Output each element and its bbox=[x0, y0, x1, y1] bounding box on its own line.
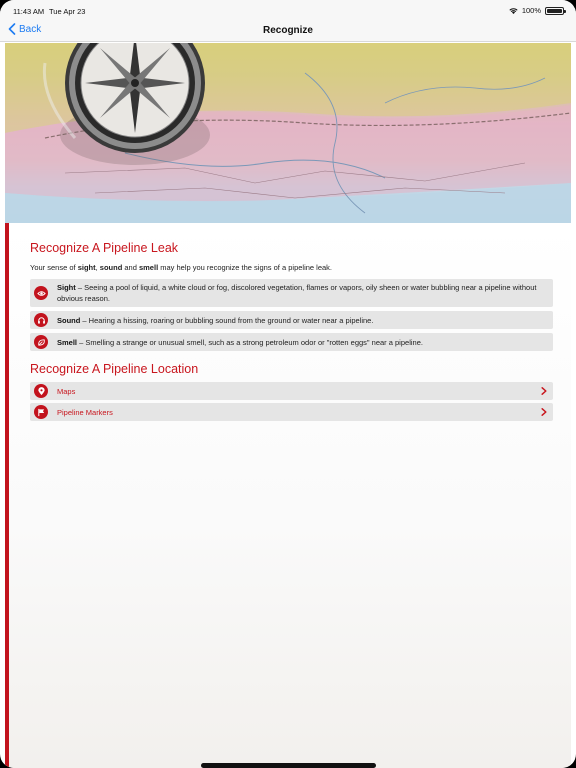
leak-intro-text bbox=[30, 263, 332, 272]
home-indicator[interactable] bbox=[201, 763, 376, 768]
maps-link[interactable] bbox=[30, 382, 553, 400]
eye-icon bbox=[34, 286, 48, 300]
intro-sound: sound bbox=[99, 263, 123, 272]
intro-sep-1: , bbox=[95, 263, 100, 272]
leak-section-title: Recognize A Pipeline Leak bbox=[30, 241, 179, 255]
intro-sight: sight bbox=[77, 263, 96, 272]
accent-strip bbox=[5, 223, 9, 768]
intro-prefix: Your sense of bbox=[30, 263, 78, 272]
sound-label: Sound bbox=[57, 316, 81, 325]
battery-percent: 100% bbox=[521, 6, 541, 15]
sight-label: Sight bbox=[57, 283, 76, 292]
pipeline-markers-label: Pipeline Markers bbox=[57, 408, 113, 417]
chevron-right-icon bbox=[541, 408, 547, 416]
intro-suffix: may help you recognize the signs of a pipeline leak. bbox=[158, 263, 333, 272]
headphones-icon bbox=[34, 313, 48, 327]
page-title: Recognize bbox=[262, 25, 313, 36]
smell-label: Smell bbox=[57, 338, 78, 347]
battery-icon bbox=[545, 7, 564, 15]
status-right bbox=[509, 6, 564, 15]
smell-description: – Smelling a strange or unusual smell, such as a strong petroleum odor or "rotten eggs" near a pipeline. bbox=[77, 338, 423, 347]
sight-text bbox=[57, 282, 545, 304]
flag-icon bbox=[34, 405, 48, 419]
map-pin-icon bbox=[34, 384, 48, 398]
sight-description: – Seeing a pool of liquid, a white cloud or fog, discolored vegetation, flames or vapors, oily sheen or water bubbling near a pipeline without obvious reason. bbox=[57, 283, 537, 303]
smell-text bbox=[57, 337, 545, 348]
list-item-sight bbox=[30, 279, 553, 307]
maps-label: Maps bbox=[57, 387, 76, 396]
list-item-smell bbox=[30, 333, 553, 351]
wifi-icon bbox=[509, 7, 518, 15]
sound-description: – Hearing a hissing, roaring or bubbling sound from the ground or water near a pipeline. bbox=[80, 316, 374, 325]
status-bar bbox=[0, 0, 576, 20]
chevron-right-icon bbox=[541, 387, 547, 395]
map-compass-image bbox=[5, 43, 571, 223]
back-label: Back bbox=[19, 23, 42, 35]
intro-sep-2: and bbox=[122, 263, 139, 272]
navigation-bar bbox=[0, 20, 576, 42]
list-item-sound bbox=[30, 311, 553, 329]
status-date: Tue Apr 23 bbox=[49, 7, 86, 16]
location-section-title: Recognize A Pipeline Location bbox=[30, 362, 199, 376]
pipeline-markers-link[interactable] bbox=[30, 403, 553, 421]
status-time: 11:43 AM bbox=[13, 7, 45, 16]
leaf-icon bbox=[34, 335, 48, 349]
sound-text bbox=[57, 315, 545, 326]
intro-smell: smell bbox=[138, 263, 159, 272]
